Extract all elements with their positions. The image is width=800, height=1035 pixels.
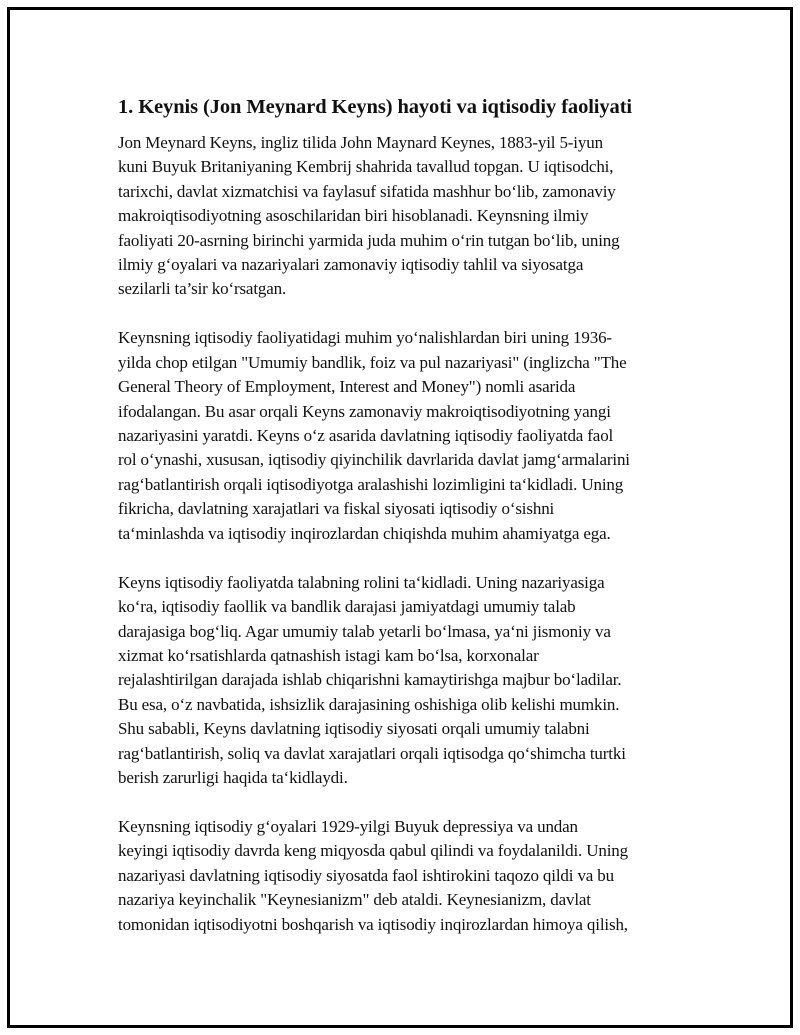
paragraph-4 [118, 815, 690, 937]
text-line: Bu esa, o‘z navbatida, ishsizlik darajasining oshishiga olib kelishi mumkin. [118, 694, 620, 714]
text-line: yilda chop etilgan "Umumiy bandlik, foiz va pul nazariyasi" (inglizcha "The [118, 352, 627, 372]
section-heading: 1. Keynis (Jon Meynard Keyns) hayoti va iqtisodiy faoliyati [118, 96, 633, 118]
text-line: ilmiy g‘oyalari va nazariyalari zamonaviy iqtisodiy tahlil va siyosatga [118, 255, 584, 275]
text-line: keyingi iqtisodiy davrda keng miqyosda qabul qilindi va foydalanildi. Uning [118, 841, 629, 861]
text-line: makroiqtisodiyotning asoschilaridan biri hisoblanadi. Keynsning ilmiy [118, 206, 589, 226]
text-line: fikricha, davlatning xarajatlari va fiskal siyosati iqtisodiy o‘sishni [118, 499, 555, 519]
paragraph-1 [118, 131, 690, 302]
document-body [118, 94, 690, 962]
text-line: tarixchi, davlat xizmatchisi va faylasuf sifatida mashhur bo‘lib, zamonaviy [118, 181, 616, 201]
text-line: Shu sababli, Keyns davlatning iqtisodiy siyosati orqali umumiy talabni [118, 719, 590, 739]
paragraph-2 [118, 326, 690, 546]
text-line: rol o‘ynashi, xususan, iqtisodiy qiyinchilik davrlarida davlat jamg‘armalarini [118, 450, 630, 470]
text-line: ifodalangan. Bu asar orqali Keyns zamonaviy makroiqtisodiyotning yangi [118, 401, 611, 421]
text-line: tomonidan iqtisodiyotni boshqarish va iqtisodiy inqirozlardan himoya qilish, [118, 914, 628, 934]
text-line: General Theory of Employment, Interest and Money") nomli asarida [118, 377, 576, 397]
text-line: ta‘minlashda va iqtisodiy inqirozlardan chiqishda muhim ahamiyatga ega. [118, 523, 611, 543]
paragraph-3 [118, 571, 690, 791]
text-line: Keyns iqtisodiy faoliyatda talabning rolini ta‘kidladi. Uning nazariyasiga [118, 572, 605, 592]
text-line: darajasiga bog‘liq. Agar umumiy talab yetarli bo‘lmasa, ya‘ni jismoniy va [118, 621, 611, 641]
text-line: nazariyasi davlatning iqtisodiy siyosatda faol ishtirokini taqozo qildi va bu [118, 865, 614, 885]
text-line: xizmat ko‘rsatishlarda qatnashish istagi kam bo‘lsa, korxonalar [118, 645, 539, 665]
text-line: berish zarurligi haqida ta‘kidlaydi. [118, 767, 348, 787]
text-line: Keynsning iqtisodiy g‘oyalari 1929-yilgi Buyuk depressiya va undan [118, 816, 578, 836]
text-line: ko‘ra, iqtisodiy faollik va bandlik darajasi jamiyatdagi umumiy talab [118, 597, 576, 617]
text-line: nazariya keyinchalik "Keynesianizm" deb ataldi. Keynesianizm, davlat [118, 890, 591, 910]
text-line: nazariyasini yaratdi. Keyns o‘z asarida davlatning iqtisodiy faoliyatda faol [118, 426, 614, 446]
text-line: rag‘batlantirish orqali iqtisodiyotga aralashishi lozimligini ta‘kidladi. Uning [118, 474, 624, 494]
text-line: Keynsning iqtisodiy faoliyatidagi muhim yo‘nalishlardan biri uning 1936- [118, 328, 612, 348]
text-line: rejalashtirilgan darajada ishlab chiqarishni kamaytirishga majbur bo‘ladilar. [118, 670, 622, 690]
text-line: Jon Meynard Keyns, ingliz tilida John Maynard Keynes, 1883-yil 5-iyun [118, 133, 603, 152]
text-line: rag‘batlantirish, soliq va davlat xarajatlari orqali iqtisodga qo‘shimcha turtki [118, 743, 626, 763]
text-line: kuni Buyuk Britaniyaning Kembrij shahrida tavallud topgan. U iqtisodchi, [118, 157, 614, 177]
text-line: faoliyati 20-asrning birinchi yarmida juda muhim o‘rin tutgan bo‘lib, uning [118, 230, 620, 250]
text-line: sezilarli ta’sir ko‘rsatgan. [118, 279, 287, 299]
